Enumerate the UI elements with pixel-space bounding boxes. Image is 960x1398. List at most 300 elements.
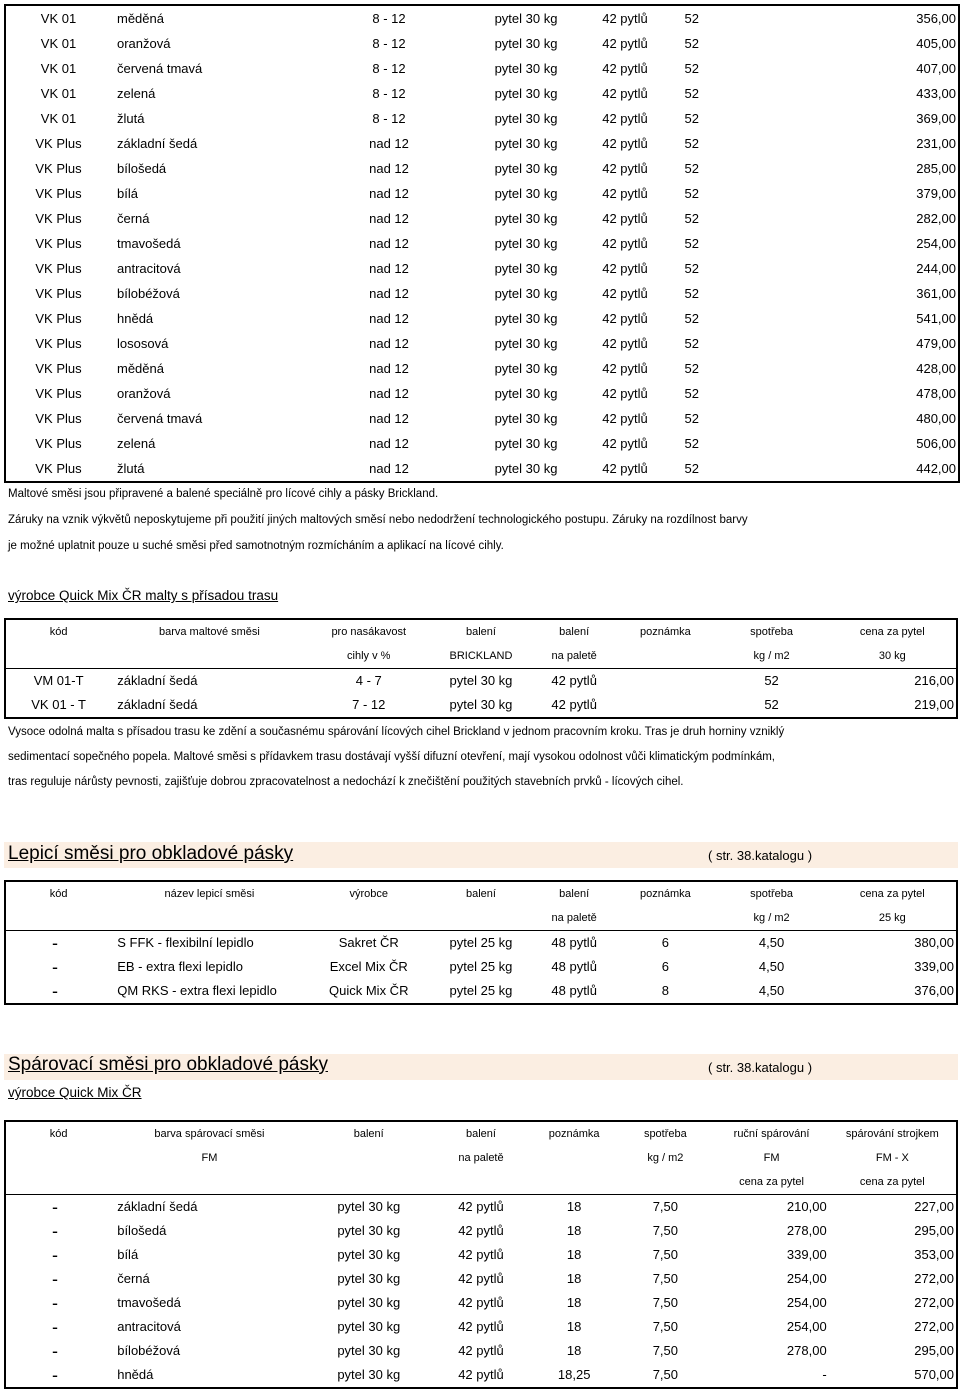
table-cell: 52 [684, 436, 699, 451]
table-cell: 295,00 [914, 1223, 954, 1238]
table-cell: pytel 30 kg [494, 61, 558, 76]
header-row [5, 644, 957, 669]
table-cell: VK 01 [40, 61, 77, 76]
table-cell: 52 [684, 311, 699, 326]
table-cell: 42 pytlů [551, 697, 597, 712]
table-cell: VK Plus [35, 286, 82, 301]
table-cell: 42 pytlů [602, 286, 648, 301]
table-cell: 8 [661, 983, 669, 998]
table-cell: - [52, 1269, 58, 1289]
table-cell: pytel 25 kg [430, 931, 532, 956]
table-cell: - [52, 957, 58, 977]
adhesive-table [4, 880, 958, 1005]
table-cell: - [52, 1365, 58, 1385]
table-cell: - [52, 1293, 58, 1313]
table-row [5, 281, 959, 306]
table-cell: 18 [566, 1319, 582, 1334]
table-cell: 407,00 [916, 61, 956, 76]
table-cell: pytel 30 kg [494, 11, 558, 26]
table-cell: 272,00 [914, 1271, 954, 1286]
table-cell: - [822, 1367, 827, 1382]
table-cell: 405,00 [916, 36, 956, 51]
table-cell: pytel 30 kg [494, 361, 558, 376]
table-cell: pytel 30 kg [337, 1295, 401, 1310]
table-cell: VK Plus [35, 361, 82, 376]
table-row [5, 406, 959, 431]
table-cell: VK Plus [35, 311, 82, 326]
table-cell: 48 pytlů [532, 931, 616, 956]
table-cell: 433,00 [916, 86, 956, 101]
table-cell: Sakret ČR [308, 931, 430, 956]
table-cell: hnědá [117, 311, 154, 326]
table-cell: VK Plus [35, 236, 82, 251]
table-cell [111, 644, 307, 669]
table-cell: barva maltové směsi [158, 626, 260, 638]
table-cell: cihly v % [347, 650, 391, 662]
table-cell: 7 - 12 [352, 697, 386, 712]
table-cell: kg / m2 [753, 650, 790, 662]
table-cell: QM RKS - extra flexi lepidlo [117, 983, 277, 998]
note-line: Záruky na vznik výkvětů neposkytujeme při použití jiných maltových směsí nebo nedodržení technologického postupu. Záruky na rozdílnost barvy [8, 514, 748, 526]
table-cell: FM [763, 1152, 780, 1164]
table-cell: pytel 30 kg [494, 311, 558, 326]
table-cell [616, 669, 714, 694]
table-cell: VK Plus [35, 261, 82, 276]
table-cell: oranžová [117, 36, 171, 51]
table-cell: pytel 30 kg [494, 436, 558, 451]
table-cell: 7,50 [652, 1319, 678, 1334]
table-cell: 52 [684, 161, 699, 176]
table-cell: žlutá [117, 111, 145, 126]
table-cell: lososová [117, 336, 169, 351]
table-cell: 52 [684, 336, 699, 351]
note-line: sedimentací sopečného popela. Maltové směsi s přídavkem trasu dostávají vyšší difuzní otevření, mají vysokou odolnost vůči klimatickým podmínkám, [8, 751, 776, 763]
table-cell: 42 pytlů [458, 1223, 504, 1238]
table-cell: - [52, 1341, 58, 1361]
table-cell: VK Plus [35, 461, 82, 476]
section-title-trass-mortar: výrobce Quick Mix ČR malty s přísadou trasu [8, 588, 279, 603]
table-cell: základní šedá [111, 1195, 307, 1220]
table-row [5, 381, 959, 406]
table-cell: VK 01 - T [31, 697, 86, 712]
table-cell: 42 pytlů [602, 11, 648, 26]
header-row [5, 1170, 957, 1195]
table-cell: pytel 30 kg [494, 386, 558, 401]
table-cell: nad 12 [369, 311, 409, 326]
table-cell [616, 644, 714, 669]
table-row [5, 456, 959, 482]
table-cell: 210,00 [714, 1195, 828, 1220]
table-cell: ruční spárování [733, 1128, 810, 1140]
table-cell: kód [49, 626, 68, 638]
table-cell: pytel 30 kg [337, 1367, 401, 1382]
table-cell: bílá [117, 1247, 139, 1262]
table-cell: 379,00 [916, 186, 956, 201]
table-cell [5, 644, 111, 669]
table-cell: 52 [684, 286, 699, 301]
table-cell: 272,00 [914, 1295, 954, 1310]
table-cell: nad 12 [369, 361, 409, 376]
table-cell [616, 906, 714, 931]
table-cell: 361,00 [916, 286, 956, 301]
table-cell: 52 [684, 61, 699, 76]
table-cell: 478,00 [916, 386, 956, 401]
table-cell: pytel 30 kg [494, 286, 558, 301]
table-row [5, 1243, 957, 1267]
table-cell: 506,00 [916, 436, 956, 451]
table-cell: výrobce [349, 888, 389, 900]
table-cell: - [52, 1317, 58, 1337]
table-cell: - [5, 1195, 111, 1220]
table-cell: spotřeba [643, 1128, 687, 1140]
table-cell: 4 - 7 [308, 669, 430, 694]
table-cell: VK Plus [35, 336, 82, 351]
catalog-reference: ( str. 38.katalogu ) [708, 1060, 813, 1075]
table-cell: 442,00 [916, 461, 956, 476]
table-row [5, 1363, 957, 1388]
table-cell: na paletě [551, 912, 597, 924]
table-cell: 52 [684, 186, 699, 201]
table-cell: pytel 25 kg [449, 983, 513, 998]
table-cell: kód [49, 888, 68, 900]
table-cell: 339,00 [914, 959, 954, 974]
table-cell: pytel 30 kg [494, 461, 558, 476]
table-cell: spotřeba [750, 626, 793, 638]
table-cell: 18 [566, 1247, 582, 1262]
table-cell: pytel 30 kg [494, 36, 558, 51]
table-cell: nad 12 [369, 261, 409, 276]
table-cell: Quick Mix ČR [329, 983, 409, 998]
table-cell: 52 [684, 261, 699, 276]
table-cell: VK Plus [35, 211, 82, 226]
section-title-adhesive: Lepicí směsi pro obkladové pásky [8, 843, 294, 864]
table-cell: tmavošedá [117, 1295, 181, 1310]
table-cell: na paletě [551, 650, 597, 662]
table-cell: Excel Mix ČR [329, 959, 408, 974]
table-cell: VK Plus [35, 411, 82, 426]
table-cell: FM [201, 1152, 218, 1164]
table-cell: černá [117, 1271, 150, 1286]
table-cell: balení [465, 1128, 496, 1140]
grout-table [4, 1120, 958, 1389]
header-row [5, 881, 957, 906]
table-cell: 231,00 [916, 136, 956, 151]
table-cell: nad 12 [369, 461, 409, 476]
table-cell: kód [49, 1128, 68, 1140]
table-cell: 4,50 [714, 931, 828, 956]
table-cell: cena za pytel [859, 1176, 925, 1188]
table-cell: tmavošedá [117, 236, 181, 251]
table-cell: balení [559, 626, 590, 638]
table-cell: 8 - 12 [372, 61, 406, 76]
table-cell: 42 pytlů [458, 1343, 504, 1358]
table-cell: 42 pytlů [458, 1271, 504, 1286]
table-cell: pytel 30 kg [337, 1223, 401, 1238]
table-cell [5, 906, 111, 931]
table-cell: 6 [661, 959, 669, 974]
table-cell: červená tmavá [117, 411, 203, 426]
table-cell: bílošedá [117, 1223, 167, 1238]
table-cell: pytel 30 kg [494, 411, 558, 426]
table-cell: cena za pytel [859, 888, 925, 900]
table-cell: 8 - 12 [372, 11, 406, 26]
header-row [5, 1146, 957, 1170]
table-cell [430, 906, 532, 931]
table-cell: barva spárovací směsi [154, 1128, 265, 1140]
table-cell: 428,00 [916, 361, 956, 376]
table-cell: 52 [684, 36, 699, 51]
table-cell: VK 01 [40, 11, 77, 26]
table-cell: 42 pytlů [602, 361, 648, 376]
table-cell: FM - X [875, 1152, 909, 1164]
table-cell: pytel 30 kg [494, 186, 558, 201]
table-cell: 7,50 [652, 1343, 678, 1358]
table-cell [532, 1146, 616, 1170]
table-cell: 278,00 [786, 1223, 827, 1238]
table-cell: 52 [684, 11, 699, 26]
table-cell: 216,00 [829, 669, 957, 694]
table-cell: 52 [684, 386, 699, 401]
table-cell: 8 - 12 [372, 86, 406, 101]
table-cell: nad 12 [369, 411, 409, 426]
table-cell: název lepicí směsi [164, 888, 255, 900]
table-cell: 285,00 [916, 161, 956, 176]
table-cell: VK Plus [35, 436, 82, 451]
table-row [5, 979, 957, 1004]
table-cell: 42 pytlů [602, 336, 648, 351]
table-row [5, 955, 957, 979]
table-cell [5, 1170, 111, 1195]
table-cell: 42 pytlů [532, 669, 616, 694]
table-cell: 7,50 [616, 1195, 714, 1220]
table-cell: 42 pytlů [602, 161, 648, 176]
table-cell: spárování strojkem [845, 1128, 939, 1140]
table-cell: 227,00 [829, 1195, 957, 1220]
table-cell: 295,00 [914, 1343, 954, 1358]
table-row [5, 31, 959, 56]
table-row [5, 431, 959, 456]
table-cell: S FFK - flexibilní lepidlo [111, 931, 307, 956]
table-cell: 42 pytlů [458, 1247, 504, 1262]
table-cell: měděná [117, 11, 164, 26]
table-cell: - [5, 931, 111, 956]
table-cell: pytel 30 kg [337, 1319, 401, 1334]
table-cell: 52 [684, 111, 699, 126]
table-cell: EB - extra flexi lepidlo [117, 959, 243, 974]
table-cell: 42 pytlů [602, 461, 648, 476]
table-cell [111, 1170, 307, 1195]
table-cell: 7,50 [652, 1247, 678, 1262]
table-cell: 52 [684, 361, 699, 376]
table-cell: kg / m2 [647, 1152, 684, 1164]
table-cell: oranžová [117, 386, 171, 401]
table-cell: 42 pytlů [458, 1295, 504, 1310]
header-row [5, 906, 957, 931]
table-cell: nad 12 [369, 186, 409, 201]
table-cell: 18 [566, 1343, 582, 1358]
table-cell: základní šedá [117, 697, 198, 712]
table-cell: bílošedá [117, 161, 167, 176]
table-cell: antracitová [117, 1319, 181, 1334]
table-cell: hnědá [117, 1367, 154, 1382]
table-cell: 42 pytlů [602, 236, 648, 251]
table-cell: - [52, 981, 58, 1001]
table-cell: nad 12 [369, 236, 409, 251]
table-cell: VK Plus [35, 161, 82, 176]
table-cell: 541,00 [916, 311, 956, 326]
table-row [5, 106, 959, 131]
table-cell [308, 1170, 430, 1195]
table-cell: 42 pytlů [602, 186, 648, 201]
table-cell: pytel 30 kg [308, 1195, 430, 1220]
table-cell: 219,00 [914, 697, 954, 712]
table-cell: 278,00 [786, 1343, 827, 1358]
table-row [5, 1195, 957, 1220]
catalog-reference: ( str. 38.katalogu ) [708, 848, 813, 863]
table-cell [616, 693, 714, 718]
table-cell: 18 [566, 1223, 582, 1238]
table-cell: VK Plus [35, 136, 82, 151]
table-cell: pytel 30 kg [494, 111, 558, 126]
table-cell: 52 [764, 697, 779, 712]
table-cell: pytel 30 kg [494, 236, 558, 251]
table-cell: 376,00 [914, 983, 954, 998]
table-cell: 4,50 [758, 983, 785, 998]
table-cell: 7,50 [652, 1295, 678, 1310]
table-cell: 380,00 [829, 931, 957, 956]
table-cell: pytel 30 kg [494, 86, 558, 101]
table-cell: balení [353, 1128, 384, 1140]
table-cell [532, 1170, 616, 1195]
table-row [5, 306, 959, 331]
table-cell [308, 1146, 430, 1170]
table-row [5, 231, 959, 256]
table-cell: 42 pytlů [602, 86, 648, 101]
table-cell: červená tmavá [117, 61, 203, 76]
table-cell: VK 01 [40, 36, 77, 51]
manufacturer-subtitle: výrobce Quick Mix ČR [8, 1085, 142, 1100]
table-cell: 42 pytlů [602, 261, 648, 276]
table-row [5, 693, 957, 718]
table-cell: měděná [117, 361, 164, 376]
table-row [5, 1339, 957, 1363]
header-row [5, 1121, 957, 1146]
table-cell: pytel 30 kg [494, 336, 558, 351]
table-cell: 8 - 12 [372, 111, 406, 126]
note-line: je možné uplatnit pouze u suché směsi před samotnotným rozmícháním a aplikací na lícové cihly. [8, 540, 504, 552]
header-row [5, 619, 957, 644]
table-cell: poznámka [639, 626, 691, 638]
table-row [5, 931, 957, 956]
table-cell: antracitová [117, 261, 181, 276]
table-cell: 6 [616, 931, 714, 956]
table-cell: základní šedá [117, 136, 198, 151]
table-cell: poznámka [548, 1128, 600, 1140]
table-cell: 52 [684, 411, 699, 426]
table-cell: 254,00 [786, 1271, 827, 1286]
section-title-grout: Spárovací směsi pro obkladové pásky [8, 1054, 328, 1075]
table-row [5, 5, 959, 31]
table-cell: cena za pytel [859, 626, 925, 638]
table-cell: 52 [684, 86, 699, 101]
table-cell: nad 12 [369, 436, 409, 451]
table-cell: pytel 30 kg [430, 669, 532, 694]
table-cell: balení [465, 888, 496, 900]
table-cell: nad 12 [369, 286, 409, 301]
mortar-price-table [4, 4, 960, 483]
table-cell: 48 pytlů [551, 983, 597, 998]
table-cell: nad 12 [369, 386, 409, 401]
table-cell: 339,00 [786, 1247, 827, 1262]
table-cell: 42 pytlů [602, 61, 648, 76]
table-cell: 8 - 12 [372, 36, 406, 51]
table-cell: spotřeba [750, 888, 793, 900]
table-cell: 7,50 [652, 1367, 678, 1382]
table-cell: 52 [684, 211, 699, 226]
table-cell: 254,00 [916, 236, 956, 251]
table-cell: kg / m2 [753, 912, 790, 924]
table-row [5, 669, 957, 694]
table-cell: cena za pytel [739, 1176, 804, 1188]
table-cell: pro nasákavost [331, 626, 407, 638]
table-cell: 369,00 [916, 111, 956, 126]
table-cell: VK Plus [35, 386, 82, 401]
table-row [5, 206, 959, 231]
table-cell: VK Plus [35, 186, 82, 201]
table-row [5, 1219, 957, 1243]
table-cell: základní šedá [111, 669, 307, 694]
table-cell: 479,00 [916, 336, 956, 351]
table-cell: zelená [117, 86, 156, 101]
table-cell: balení [465, 626, 496, 638]
table-cell: 52 [684, 236, 699, 251]
table-cell: 42 pytlů [602, 311, 648, 326]
table-cell: nad 12 [369, 336, 409, 351]
table-cell: černá [117, 211, 150, 226]
table-row [5, 1315, 957, 1339]
table-cell: 42 pytlů [602, 411, 648, 426]
table-cell: BRICKLAND [449, 650, 513, 662]
table-cell: pytel 30 kg [337, 1247, 401, 1262]
table-cell: nad 12 [369, 161, 409, 176]
table-row [5, 56, 959, 81]
table-cell: 254,00 [786, 1295, 827, 1310]
table-cell: 356,00 [916, 11, 956, 26]
table-cell: - [52, 1221, 58, 1241]
table-row [5, 1267, 957, 1291]
table-cell [616, 1170, 714, 1195]
table-cell: 42 pytlů [458, 1319, 504, 1334]
table-cell: 52 [684, 461, 699, 476]
table-cell: zelená [117, 436, 156, 451]
table-cell: VM 01-T [5, 669, 111, 694]
table-cell: 18,25 [557, 1367, 591, 1382]
table-cell: 282,00 [916, 211, 956, 226]
table-cell [5, 1146, 111, 1170]
table-cell: bílá [117, 186, 138, 201]
note-line: tras reguluje nárůsty pevnosti, zajišťuje dobrou zpracovatelnost a nedochází k znečištění použitých stavebních prvků - lícových cihel. [8, 776, 684, 788]
table-cell: 7,50 [652, 1271, 678, 1286]
table-cell: poznámka [639, 888, 691, 900]
table-cell: 272,00 [914, 1319, 954, 1334]
table-cell [430, 1170, 532, 1195]
table-row [5, 131, 959, 156]
table-row [5, 1291, 957, 1315]
table-row [5, 156, 959, 181]
table-cell: pytel 30 kg [449, 697, 513, 712]
table-row [5, 181, 959, 206]
table-cell: 42 pytlů [458, 1367, 504, 1382]
